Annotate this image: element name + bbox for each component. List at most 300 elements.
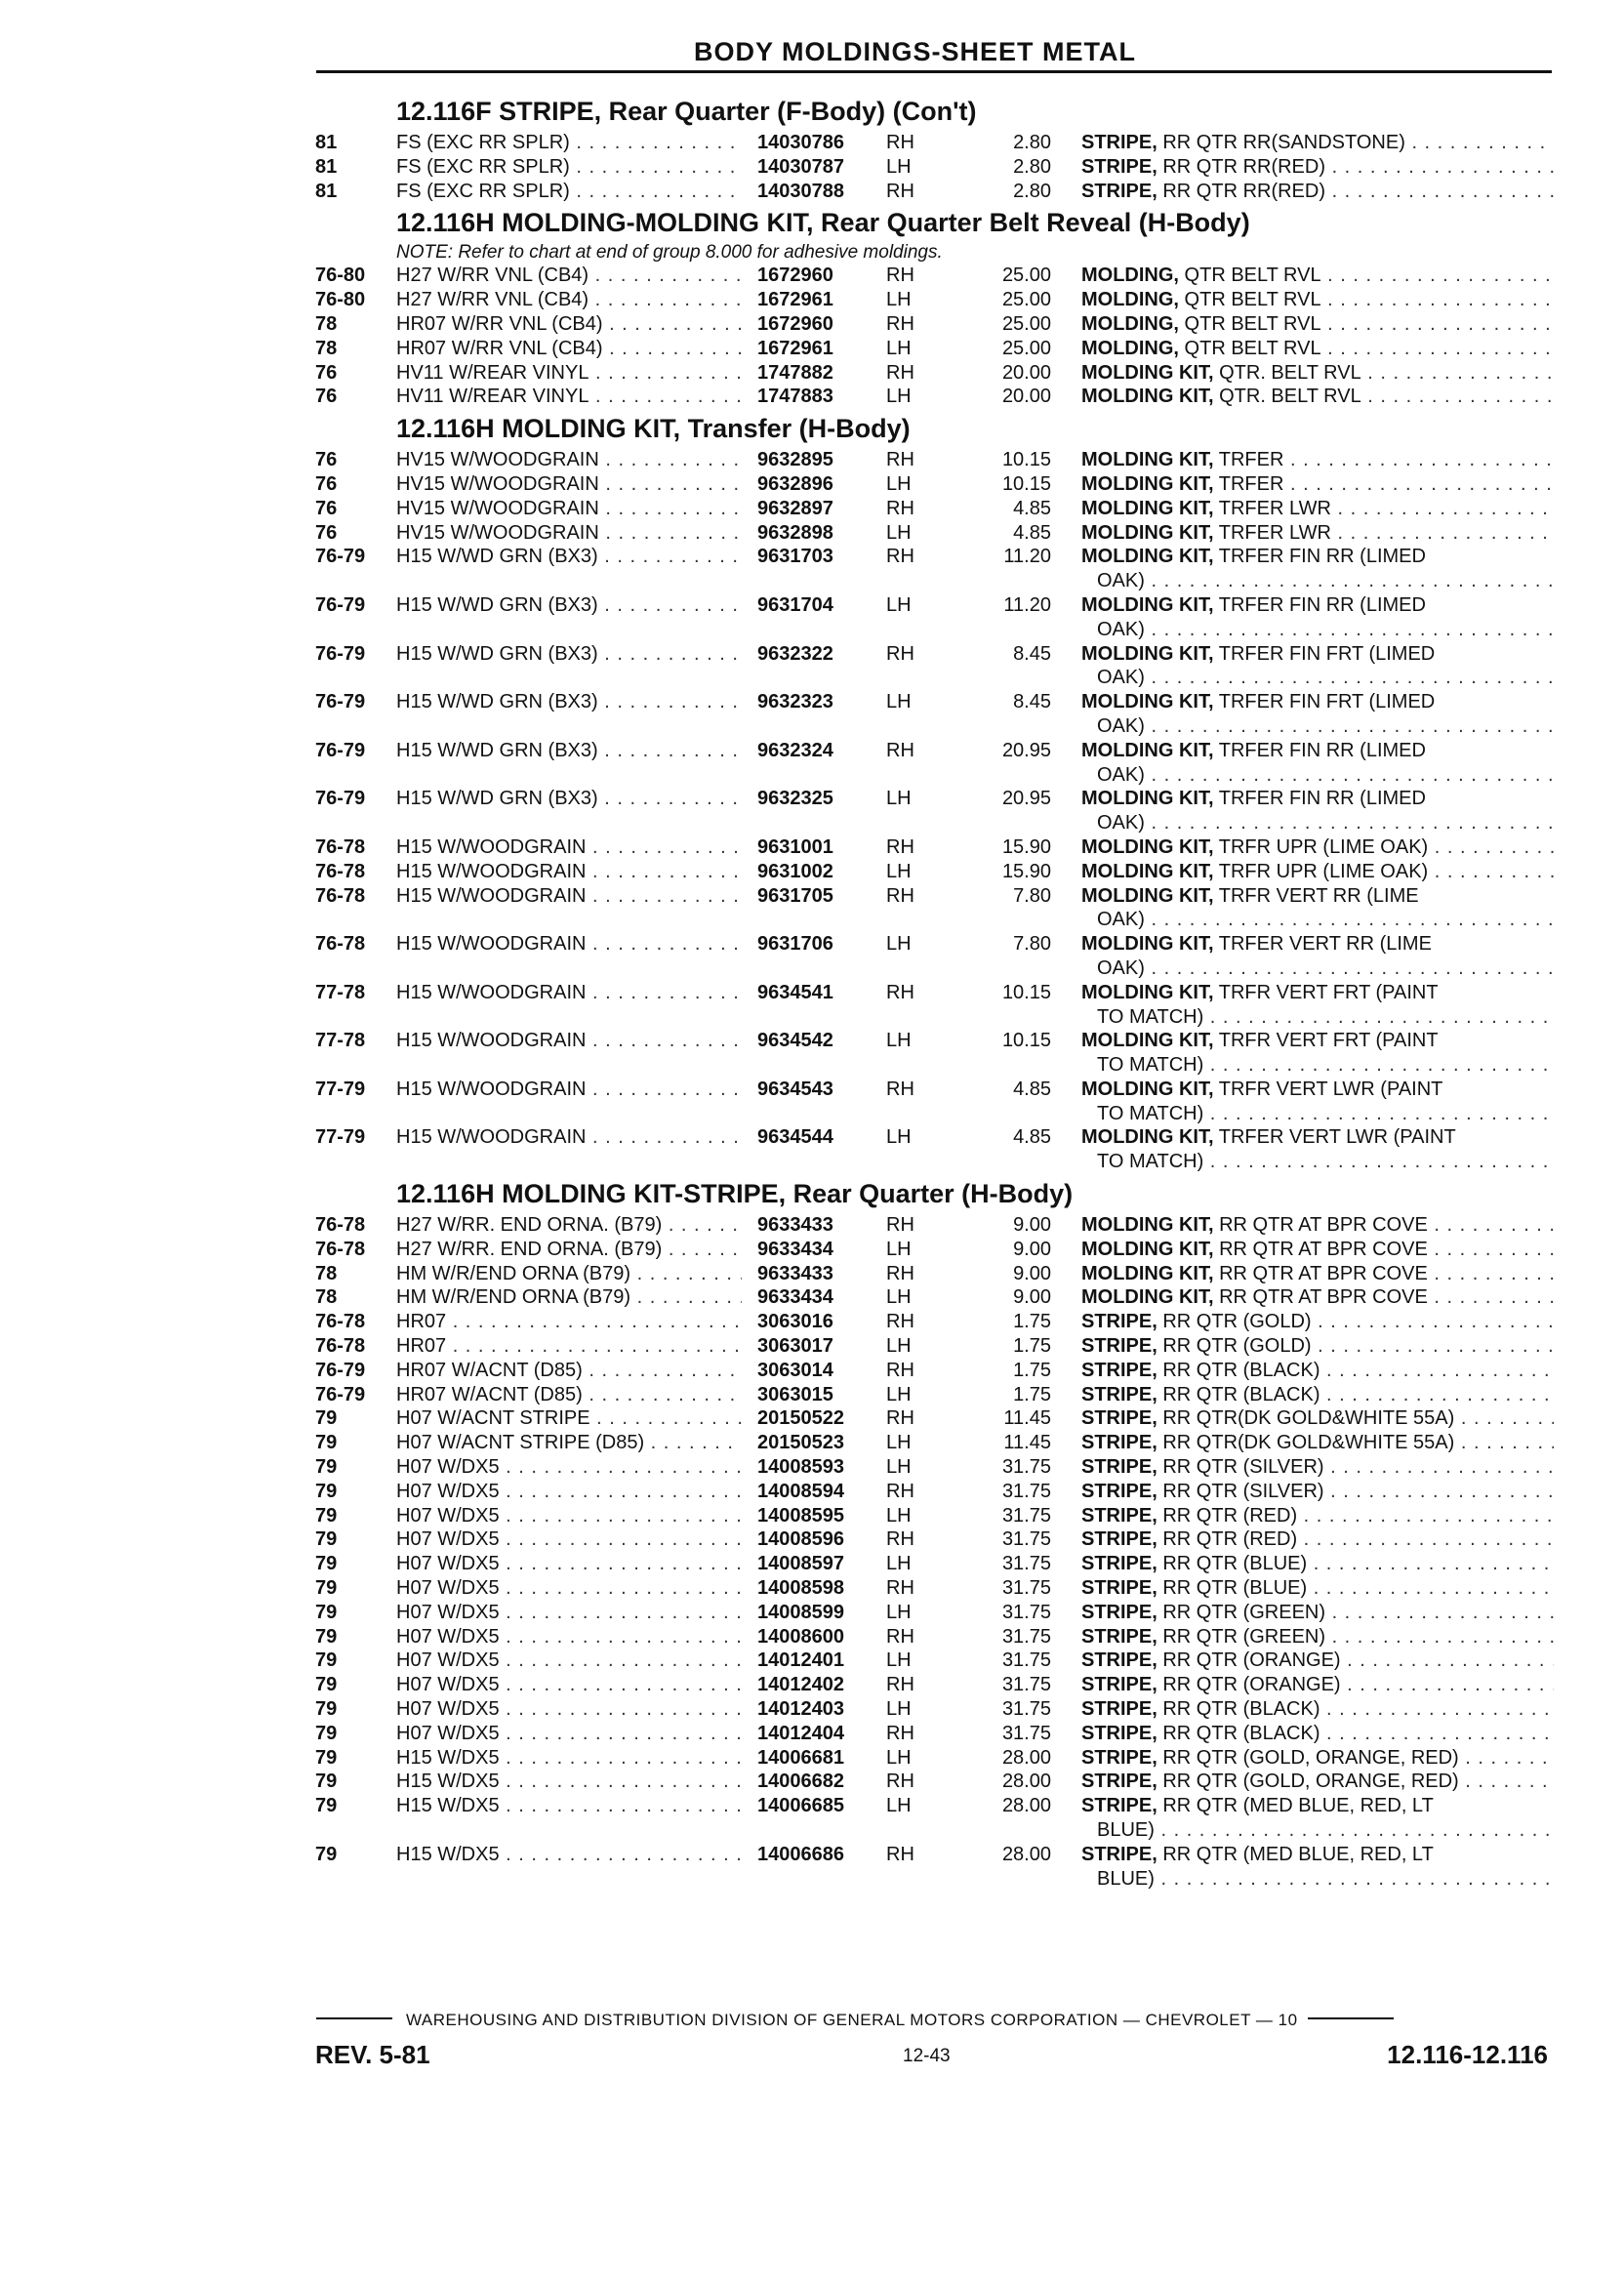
year-cell: 76-78	[315, 1335, 366, 1358]
part-number-cell: 14030788	[757, 180, 844, 202]
description-line	[1081, 181, 1554, 202]
table-row	[0, 1576, 1624, 1601]
price-cell: 31.75	[1001, 1553, 1051, 1575]
description-line	[1081, 1432, 1554, 1453]
description-continuation: BLUE) . . .	[1081, 1818, 1554, 1843]
part-number-cell: 14006681	[757, 1746, 844, 1769]
part-number-cell: 1672960	[757, 312, 833, 335]
description-type: MOLDING KIT,	[1081, 386, 1214, 408]
side-cell: RH	[886, 180, 914, 202]
side-cell: RH	[886, 884, 914, 907]
description-cell	[1081, 497, 1554, 521]
table-row	[0, 1262, 1624, 1286]
model-cell: HR07 W/ACNT (D85) . . .	[396, 1359, 742, 1383]
table-row	[0, 385, 1624, 409]
year-cell: 79	[315, 1480, 338, 1502]
part-number-cell: 9632895	[757, 449, 833, 471]
side-cell: LH	[886, 1649, 912, 1672]
description-type: STRIPE,	[1081, 1383, 1157, 1405]
year-cell: 77-79	[315, 1078, 366, 1100]
table-row	[0, 1673, 1624, 1697]
description-cell	[1081, 337, 1554, 361]
description-text: RR QTR(DK GOLD&WHITE 55A)	[1157, 1407, 1455, 1430]
price-cell: 11.20	[1003, 593, 1051, 616]
part-number-cell: 9634541	[757, 981, 833, 1003]
model-cell: H07 W/DX5 . . .	[396, 1697, 742, 1722]
part-number-cell: 14030787	[757, 155, 844, 178]
description-type: STRIPE,	[1081, 1674, 1157, 1696]
price-cell: 31.75	[1001, 1528, 1051, 1551]
description-type: MOLDING KIT,	[1081, 1126, 1214, 1149]
description-cell	[1081, 1576, 1554, 1601]
price-cell: 28.00	[1001, 1771, 1051, 1793]
description-cell	[1081, 180, 1554, 204]
description-continuation: TO MATCH) . . .	[1081, 1005, 1554, 1030]
price-cell: 9.00	[1013, 1238, 1051, 1260]
part-number-cell: 9634543	[757, 1078, 833, 1100]
description-cell	[1081, 1029, 1554, 1078]
table-row	[0, 1406, 1624, 1431]
year-cell: 76-80	[315, 289, 366, 311]
model-cell: HR07 . . .	[396, 1334, 742, 1359]
part-number-cell: 1747882	[757, 361, 833, 384]
description-line	[1081, 1795, 1434, 1816]
description-text: TRFER VERT LWR (PAINT	[1213, 1126, 1456, 1149]
description-text: TRFER FIN RR (LIMED	[1213, 546, 1426, 568]
description-line	[1081, 1239, 1554, 1260]
description-type: STRIPE,	[1081, 1795, 1157, 1817]
description-type: STRIPE,	[1081, 1625, 1157, 1648]
description-type: MOLDING KIT,	[1081, 933, 1214, 956]
year-cell: 79	[315, 1577, 338, 1600]
description-text: RR QTR(DK GOLD&WHITE 55A)	[1157, 1432, 1455, 1454]
price-cell: 7.80	[1013, 884, 1051, 907]
side-cell: RH	[886, 546, 914, 568]
price-cell: 2.80	[1013, 180, 1051, 202]
part-number-cell: 9631704	[757, 593, 833, 616]
description-line	[1081, 1030, 1439, 1051]
description-line	[1081, 1674, 1554, 1695]
table-row	[0, 448, 1624, 472]
table-row	[0, 1504, 1624, 1528]
description-type: MOLDING KIT,	[1081, 361, 1214, 384]
price-cell: 31.75	[1001, 1504, 1051, 1527]
description-type: STRIPE,	[1081, 1407, 1157, 1430]
part-number-cell: 9632897	[757, 497, 833, 519]
model-cell: H15 W/WOODGRAIN . . .	[396, 932, 742, 957]
side-cell: LH	[886, 1126, 912, 1149]
description-cell	[1081, 1625, 1554, 1649]
section-heading: 12.116H MOLDING KIT-STRIPE, Rear Quarter (H-Body)	[396, 1179, 1074, 1209]
side-cell: RH	[886, 1674, 914, 1696]
description-cell	[1081, 1601, 1554, 1625]
table-row	[0, 1770, 1624, 1794]
description-cell	[1081, 884, 1554, 933]
description-line	[1081, 740, 1426, 761]
side-cell: RH	[886, 132, 914, 153]
description-cell	[1081, 981, 1554, 1030]
year-cell: 79	[315, 1843, 338, 1865]
description-type: MOLDING KIT,	[1081, 981, 1214, 1003]
description-type: STRIPE,	[1081, 1335, 1157, 1358]
description-text: RR QTR (RED)	[1157, 1528, 1298, 1551]
model-cell: H07 W/DX5 . . .	[396, 1552, 742, 1576]
table-row	[0, 472, 1624, 497]
price-cell: 15.90	[1001, 860, 1051, 882]
description-line	[1081, 1577, 1554, 1599]
description-cell	[1081, 1334, 1554, 1359]
price-cell: 25.00	[1001, 289, 1051, 311]
part-number-cell: 9632896	[757, 472, 833, 495]
table-row	[0, 1029, 1624, 1078]
description-cell	[1081, 264, 1554, 288]
description-cell	[1081, 361, 1554, 386]
description-cell	[1081, 1794, 1554, 1843]
description-line	[1081, 1407, 1554, 1429]
table-row	[0, 1213, 1624, 1238]
year-cell: 79	[315, 1504, 338, 1527]
description-cell	[1081, 1310, 1554, 1334]
description-cell	[1081, 835, 1554, 860]
model-cell: H15 W/WOODGRAIN . . .	[396, 1029, 742, 1053]
price-cell: 1.75	[1013, 1335, 1051, 1358]
price-cell: 31.75	[1001, 1722, 1051, 1744]
year-cell: 78	[315, 1286, 338, 1309]
model-cell: H15 W/WD GRN (BX3) . . .	[396, 787, 742, 811]
description-text: TRFR UPR (LIME OAK)	[1213, 835, 1429, 858]
description-cell	[1081, 545, 1554, 593]
description-text: RR QTR AT BPR COVE	[1213, 1286, 1428, 1309]
side-cell: LH	[886, 1795, 912, 1817]
side-cell: RH	[886, 981, 914, 1003]
side-cell: LH	[886, 1286, 912, 1309]
description-cell	[1081, 1078, 1554, 1126]
section-heading: 12.116F STRIPE, Rear Quarter (F-Body) (Con't)	[396, 97, 977, 126]
description-text: QTR. BELT RVL	[1213, 361, 1361, 384]
part-number-cell: 14012404	[757, 1722, 844, 1744]
side-cell: RH	[886, 1214, 914, 1237]
description-line	[1081, 449, 1554, 470]
description-type: STRIPE,	[1081, 155, 1157, 178]
table-row	[0, 835, 1624, 860]
model-cell: H15 W/WD GRN (BX3) . . .	[396, 739, 742, 763]
price-cell: 1.75	[1013, 1359, 1051, 1381]
description-cell	[1081, 642, 1554, 691]
description-text: QTR. BELT RVL	[1213, 386, 1361, 408]
description-text: RR QTR (BLACK)	[1157, 1698, 1320, 1721]
year-cell: 76-78	[315, 835, 366, 858]
model-cell: H15 W/WD GRN (BX3) . . .	[396, 545, 742, 569]
table-row	[0, 1078, 1624, 1126]
table-row	[0, 1601, 1624, 1625]
description-continuation: OAK) . . .	[1081, 618, 1554, 642]
price-cell: 4.85	[1013, 521, 1051, 544]
model-cell: H15 W/WD GRN (BX3) . . .	[396, 593, 742, 618]
description-cell	[1081, 131, 1554, 155]
description-continuation: OAK) . . .	[1081, 957, 1554, 981]
description-continuation: BLUE) . . .	[1081, 1867, 1554, 1892]
model-cell: H07 W/DX5 . . .	[396, 1601, 742, 1625]
price-cell: 28.00	[1001, 1843, 1051, 1865]
description-text: TRFER LWR	[1213, 521, 1331, 544]
part-number-cell: 3063016	[757, 1311, 833, 1333]
description-cell	[1081, 787, 1554, 835]
description-type: MOLDING KIT,	[1081, 691, 1214, 713]
model-cell: HM W/R/END ORNA (B79) . . .	[396, 1262, 742, 1286]
price-cell: 9.00	[1013, 1262, 1051, 1284]
description-text: RR QTR (MED BLUE, RED, LT	[1157, 1795, 1434, 1817]
part-number-cell: 14008598	[757, 1577, 844, 1600]
description-type: STRIPE,	[1081, 1722, 1157, 1744]
side-cell: LH	[886, 788, 912, 810]
part-number-cell: 14008600	[757, 1625, 844, 1648]
price-cell: 10.15	[1001, 449, 1051, 471]
price-cell: 1.75	[1013, 1311, 1051, 1333]
model-cell: HV11 W/REAR VINYL . . .	[396, 361, 742, 386]
section-heading: 12.116H MOLDING-MOLDING KIT, Rear Quarter Belt Reveal (H-Body)	[396, 208, 1250, 238]
description-type: MOLDING KIT,	[1081, 1214, 1214, 1237]
table-row	[0, 264, 1624, 288]
description-cell	[1081, 1552, 1554, 1576]
table-row	[0, 1334, 1624, 1359]
parts-list	[0, 92, 1624, 1891]
side-cell: RH	[886, 497, 914, 519]
description-text: QTR BELT RVL	[1179, 337, 1321, 359]
year-cell: 79	[315, 1601, 338, 1623]
table-row	[0, 155, 1624, 180]
model-cell: H15 W/WOODGRAIN . . .	[396, 981, 742, 1005]
year-cell: 77-78	[315, 1030, 366, 1052]
year-cell: 79	[315, 1553, 338, 1575]
year-cell: 79	[315, 1407, 338, 1430]
description-continuation: TO MATCH) . . .	[1081, 1053, 1554, 1078]
table-row	[0, 131, 1624, 155]
description-text: TRFER VERT RR (LIME	[1213, 933, 1432, 956]
model-cell: H15 W/WD GRN (BX3) . . .	[396, 642, 742, 667]
description-type: STRIPE,	[1081, 1311, 1157, 1333]
price-cell: 9.00	[1013, 1286, 1051, 1309]
part-number-cell: 9633433	[757, 1214, 833, 1237]
description-cell	[1081, 1843, 1554, 1892]
price-cell: 31.75	[1001, 1649, 1051, 1672]
price-cell: 25.00	[1001, 265, 1051, 287]
description-cell	[1081, 1406, 1554, 1431]
part-number-cell: 9631703	[757, 546, 833, 568]
part-number-cell: 14006686	[757, 1843, 844, 1865]
price-cell: 31.75	[1001, 1625, 1051, 1648]
side-cell: RH	[886, 1262, 914, 1284]
description-text: RR QTR RR(RED)	[1157, 180, 1326, 202]
year-cell: 76	[315, 449, 338, 471]
year-cell: 76-78	[315, 1311, 366, 1333]
part-number-cell: 9632324	[757, 739, 833, 761]
model-cell: H07 W/DX5 . . .	[396, 1455, 742, 1480]
description-line	[1081, 1214, 1554, 1236]
description-text: RR QTR (ORANGE)	[1157, 1674, 1341, 1696]
description-text: TRFER FIN RR (LIMED	[1213, 788, 1426, 810]
description-cell	[1081, 1770, 1554, 1794]
description-line	[1081, 1126, 1456, 1148]
part-number-cell: 9631706	[757, 933, 833, 956]
description-cell	[1081, 1455, 1554, 1480]
year-cell: 78	[315, 1262, 338, 1284]
description-type: STRIPE,	[1081, 1528, 1157, 1551]
model-cell: H15 W/WD GRN (BX3) . . .	[396, 690, 742, 714]
description-type: MOLDING KIT,	[1081, 1262, 1214, 1284]
model-cell: H07 W/DX5 . . .	[396, 1625, 742, 1649]
model-cell: H07 W/DX5 . . .	[396, 1504, 742, 1528]
description-type: STRIPE,	[1081, 1480, 1157, 1502]
description-cell	[1081, 1431, 1554, 1455]
side-cell: LH	[886, 1335, 912, 1358]
part-number-cell: 9632325	[757, 788, 833, 810]
part-number-cell: 3063015	[757, 1383, 833, 1405]
model-cell: H15 W/WOODGRAIN . . .	[396, 1078, 742, 1102]
description-text: TRFR UPR (LIME OAK)	[1213, 860, 1429, 882]
part-number-cell: 1672960	[757, 265, 833, 287]
description-line	[1081, 1528, 1554, 1550]
description-type: MOLDING KIT,	[1081, 546, 1214, 568]
part-number-cell: 9631002	[757, 860, 833, 882]
part-number-cell: 14012402	[757, 1674, 844, 1696]
year-cell: 76-78	[315, 860, 366, 882]
description-line	[1081, 1553, 1554, 1574]
part-number-cell: 14012403	[757, 1698, 844, 1721]
description-type: STRIPE,	[1081, 1601, 1157, 1623]
year-cell: 79	[315, 1746, 338, 1769]
price-cell: 20.95	[1001, 788, 1051, 810]
side-cell: RH	[886, 449, 914, 471]
description-text: RR QTR (SILVER)	[1157, 1480, 1324, 1502]
description-continuation: OAK) . . .	[1081, 569, 1554, 593]
description-continuation: OAK) . . .	[1081, 908, 1554, 932]
description-type: MOLDING KIT,	[1081, 472, 1214, 495]
table-row	[0, 1125, 1624, 1174]
description-line	[1081, 1505, 1554, 1527]
description-text: RR QTR (ORANGE)	[1157, 1649, 1341, 1672]
description-line	[1081, 265, 1554, 286]
description-text: RR QTR AT BPR COVE	[1213, 1262, 1428, 1284]
price-cell: 8.45	[1013, 691, 1051, 713]
year-cell: 79	[315, 1698, 338, 1721]
description-cell	[1081, 932, 1554, 981]
page-number: 12-43	[903, 2046, 951, 2066]
table-row	[0, 981, 1624, 1030]
part-number-cell: 1672961	[757, 337, 833, 359]
table-row	[0, 932, 1624, 981]
description-line	[1081, 861, 1554, 882]
description-cell	[1081, 1697, 1554, 1722]
side-cell: RH	[886, 835, 914, 858]
description-text: RR QTR (GREEN)	[1157, 1601, 1326, 1623]
description-type: MOLDING KIT,	[1081, 739, 1214, 761]
description-line	[1081, 933, 1432, 955]
year-cell: 76-79	[315, 1383, 366, 1405]
price-cell: 2.80	[1013, 132, 1051, 153]
table-row	[0, 884, 1624, 933]
part-number-cell: 1672961	[757, 289, 833, 311]
description-text: TRFR VERT FRT (PAINT	[1213, 981, 1439, 1003]
description-type: MOLDING KIT,	[1081, 788, 1214, 810]
side-cell: RH	[886, 1722, 914, 1744]
model-cell: H07 W/DX5 . . .	[396, 1649, 742, 1673]
year-cell: 79	[315, 1456, 338, 1479]
part-number-cell: 14008595	[757, 1504, 844, 1527]
description-cell	[1081, 1359, 1554, 1383]
description-line	[1081, 1079, 1442, 1100]
description-type: STRIPE,	[1081, 1649, 1157, 1672]
table-row	[0, 690, 1624, 739]
side-cell: RH	[886, 642, 914, 665]
side-cell: LH	[886, 1601, 912, 1623]
side-cell: LH	[886, 691, 912, 713]
year-cell: 79	[315, 1771, 338, 1793]
year-cell: 79	[315, 1528, 338, 1551]
description-cell	[1081, 1527, 1554, 1552]
model-cell: HR07 W/RR VNL (CB4) . . .	[396, 312, 742, 337]
description-type: STRIPE,	[1081, 1359, 1157, 1381]
description-continuation: OAK) . . .	[1081, 666, 1554, 690]
description-line	[1081, 1602, 1554, 1623]
side-cell: RH	[886, 1407, 914, 1430]
model-cell: H07 W/DX5 . . .	[396, 1722, 742, 1746]
side-cell: LH	[886, 1432, 912, 1454]
description-text: TRFER	[1213, 449, 1284, 471]
description-type: MOLDING,	[1081, 265, 1179, 287]
table-row	[0, 545, 1624, 593]
year-cell: 76-80	[315, 265, 366, 287]
year-cell: 79	[315, 1722, 338, 1744]
side-cell: LH	[886, 593, 912, 616]
table-row	[0, 1238, 1624, 1262]
year-cell: 77-78	[315, 981, 366, 1003]
price-cell: 20.95	[1001, 739, 1051, 761]
price-cell: 25.00	[1001, 312, 1051, 335]
description-line	[1081, 386, 1554, 407]
side-cell: LH	[886, 860, 912, 882]
description-line	[1081, 156, 1554, 178]
model-cell: H15 W/DX5 . . .	[396, 1794, 742, 1818]
description-continuation: OAK) . . .	[1081, 811, 1554, 835]
description-type: MOLDING KIT,	[1081, 884, 1214, 907]
side-cell: RH	[886, 1359, 914, 1381]
part-number-cell: 9632322	[757, 642, 833, 665]
part-number-cell: 9631705	[757, 884, 833, 907]
description-cell	[1081, 1383, 1554, 1407]
description-cell	[1081, 593, 1554, 642]
model-cell: H07 W/DX5 . . .	[396, 1480, 742, 1504]
price-cell: 9.00	[1013, 1214, 1051, 1237]
description-type: STRIPE,	[1081, 1698, 1157, 1721]
table-row	[0, 180, 1624, 204]
description-line	[1081, 313, 1554, 335]
description-line	[1081, 1286, 1554, 1308]
model-cell: H15 W/DX5 . . .	[396, 1746, 742, 1771]
price-cell: 4.85	[1013, 1126, 1051, 1149]
table-row	[0, 642, 1624, 691]
description-text: TRFER FIN FRT (LIMED	[1213, 642, 1436, 665]
description-line	[1081, 1263, 1554, 1284]
model-cell: HV15 W/WOODGRAIN . . .	[396, 448, 742, 472]
part-number-cell: 14008599	[757, 1601, 844, 1623]
description-type: STRIPE,	[1081, 1504, 1157, 1527]
side-cell: LH	[886, 933, 912, 956]
model-cell: HM W/R/END ORNA (B79) . . .	[396, 1285, 742, 1310]
side-cell: LH	[886, 1504, 912, 1527]
description-type: MOLDING KIT,	[1081, 642, 1214, 665]
description-text: RR QTR (SILVER)	[1157, 1456, 1324, 1479]
model-cell: H27 W/RR. END ORNA. (B79) . . .	[396, 1238, 742, 1262]
